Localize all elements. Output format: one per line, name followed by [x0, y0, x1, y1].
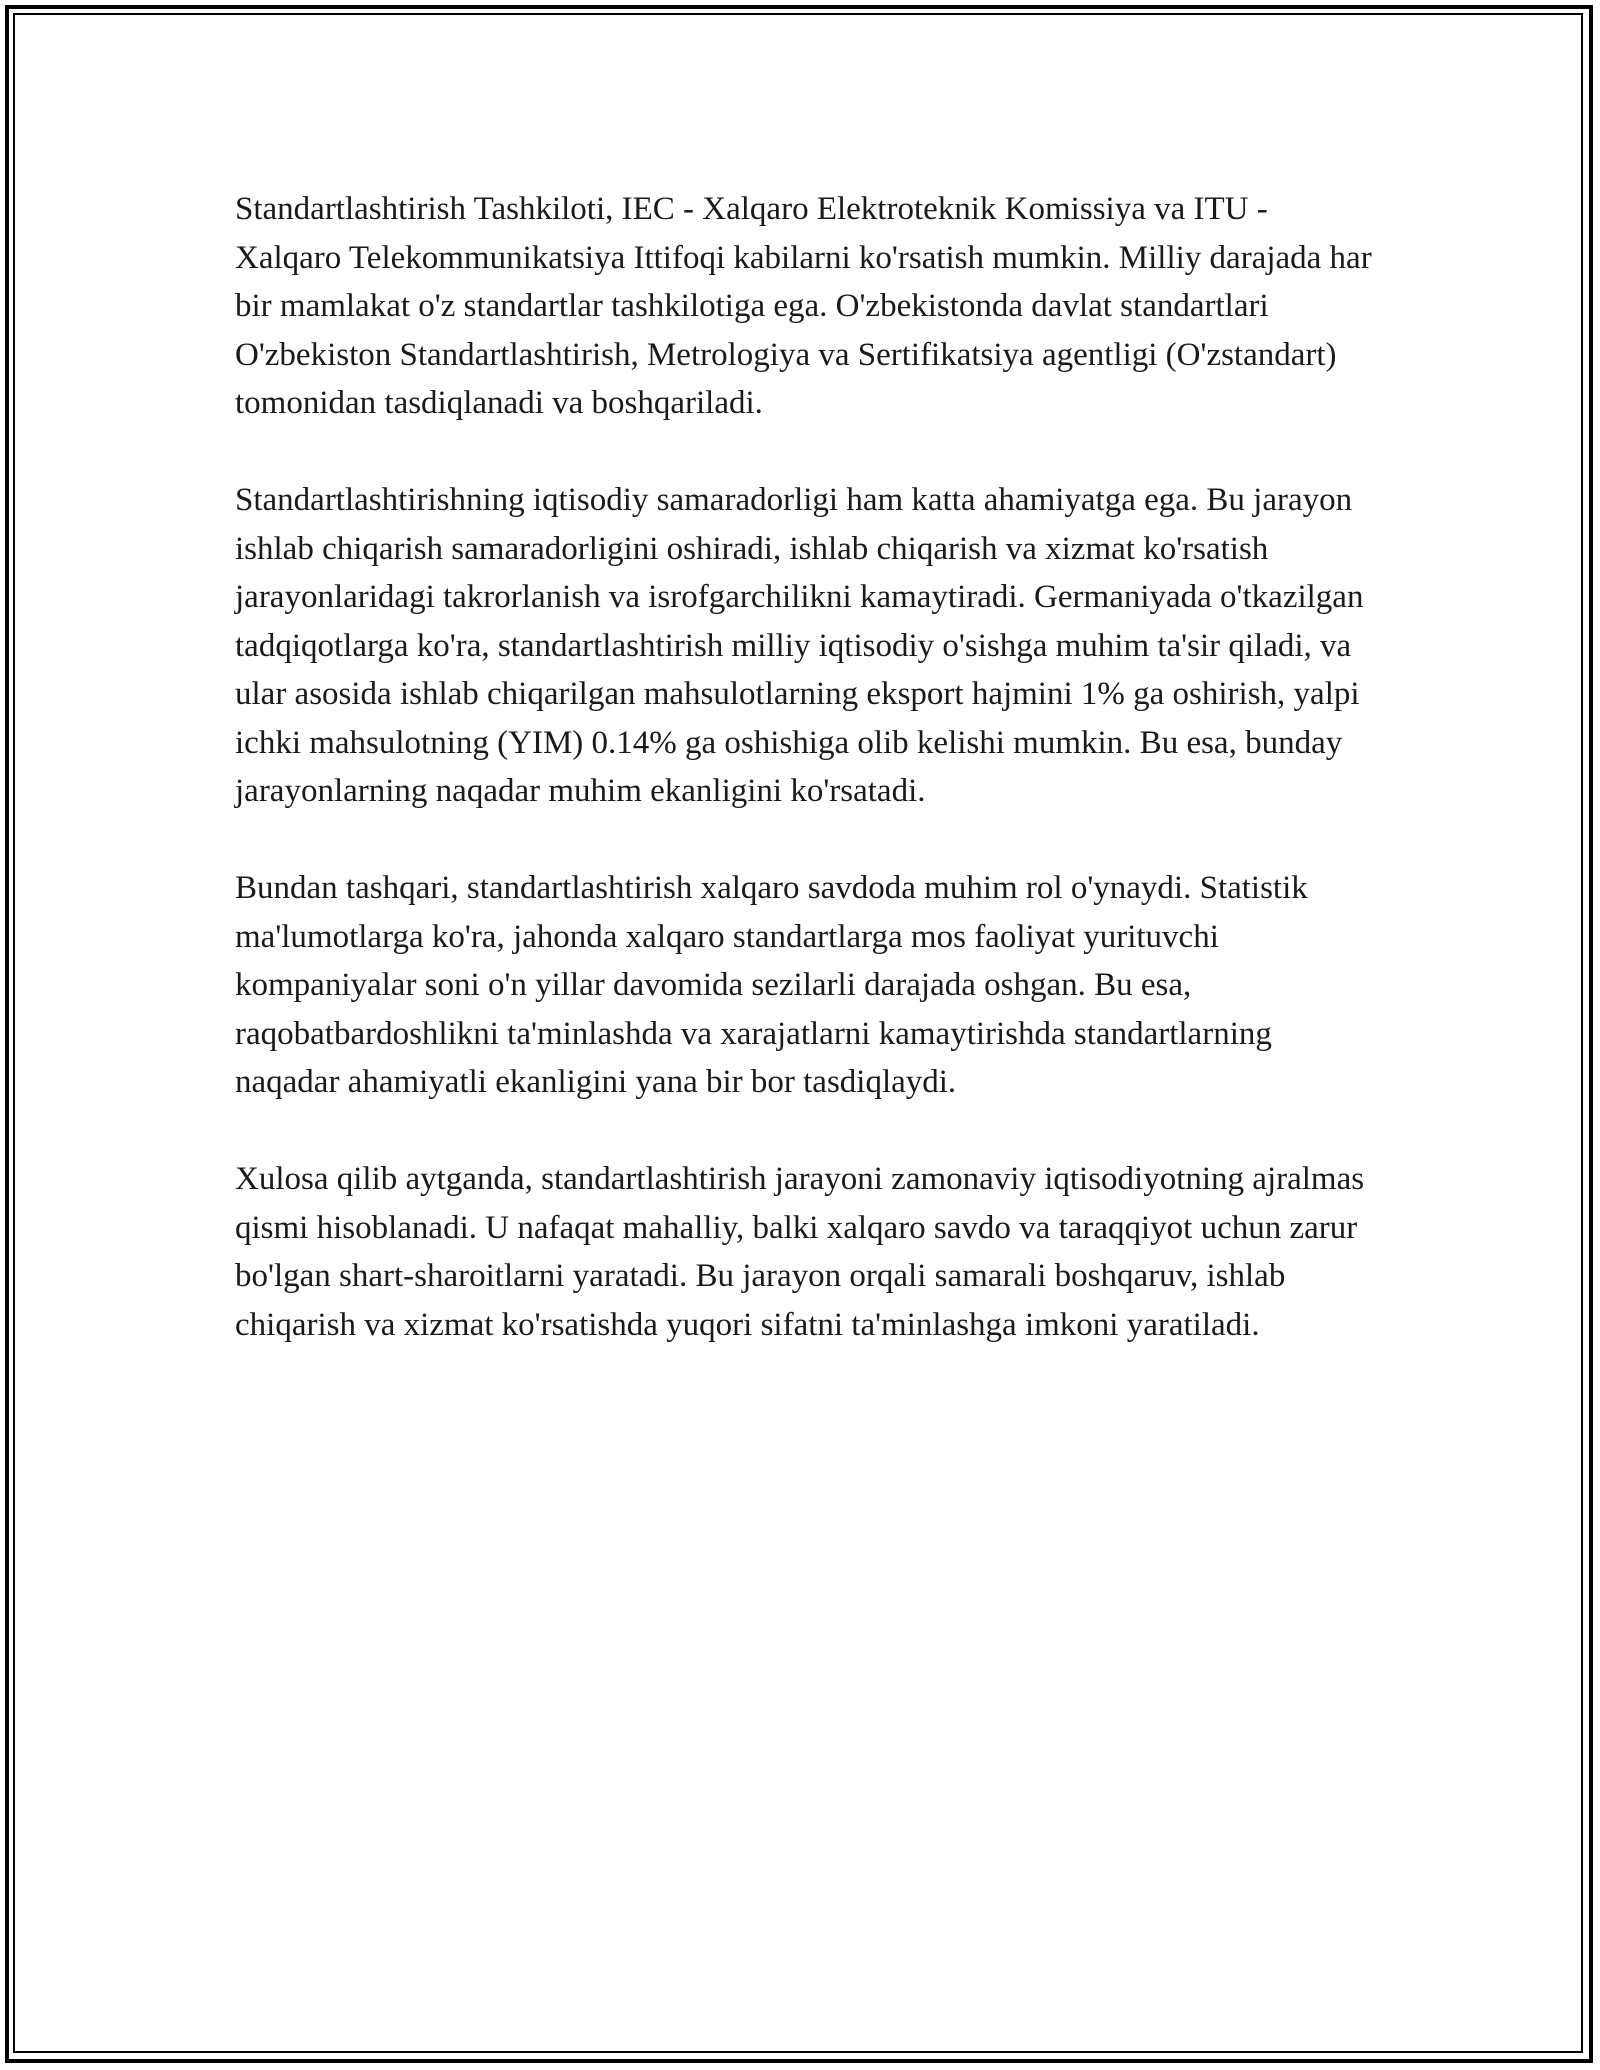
paragraph-3: Bundan tashqari, standartlashtirish xalqaro savdoda muhim rol o'ynaydi. Statistik ma'lumotlarga ko'ra, jahonda xalqaro standartlarga mos faoliyat yurituvchi kompaniyalar soni o'n yillar davomida sezilarli darajada oshgan. Bu esa, raqobatbardoshlikni ta'minlashda va xarajatlarni kamaytirishda standartlarning naqadar ahamiyatli ekanligini yana bir bor tasdiqlaydi. [235, 870, 1308, 1100]
paragraph-1: Standartlashtirish Tashkiloti, IEC - Xalqaro Elektroteknik Komissiya va ITU - Xalqaro Telekommunikatsiya Ittifoqi kabilarni ko'rsatish mumkin. Milliy darajada har bir mamlakat o'z standartlar tashkilotiga ega. O'zbekistonda davlat standartlari O'zbekiston Standartlashtirish, Metrologiya va Sertifikatsiya agentligi (O'zstandart) tomonidan tasdiqlanadi va boshqariladi. [235, 191, 1372, 421]
paragraph-4: Xulosa qilib aytganda, standartlashtirish jarayoni zamonaviy iqtisodiyotning ajralmas qismi hisoblanadi. U nafaqat mahalliy, balki xalqaro savdo va taraqqiyot uchun zarur bo'lgan shart-sharoitlarni yaratadi. Bu jarayon orqali samarali boshqaruv, ishlab chiqarish va xizmat ko'rsatishda yuqori sifatni ta'minlashga imkoni yaratiladi. [235, 1161, 1365, 1343]
paragraph-2: Standartlashtirishning iqtisodiy samaradorligi ham katta ahamiyatga ega. Bu jarayon ishlab chiqarish samaradorligini oshiradi, ishlab chiqarish va xizmat ko'rsatish jarayonlaridagi takrorlanish va isrofgarchilikni kamaytiradi. Germaniyada o'tkazilgan tadqiqotlarga ko'ra, standartlashtirish milliy iqtisodiy o'sishga muhim ta'sir qiladi, va ular asosida ishlab chiqarilgan mahsulotlarning eksport hajmini 1% ga oshirish, yalpi ichki mahsulotning (YIM) 0.14% ga oshishiga olib kelishi mumkin. Bu esa, bunday jarayonlarning naqadar muhim ekanligini ko'rsatadi. [235, 482, 1364, 809]
document-body [235, 185, 1375, 1398]
